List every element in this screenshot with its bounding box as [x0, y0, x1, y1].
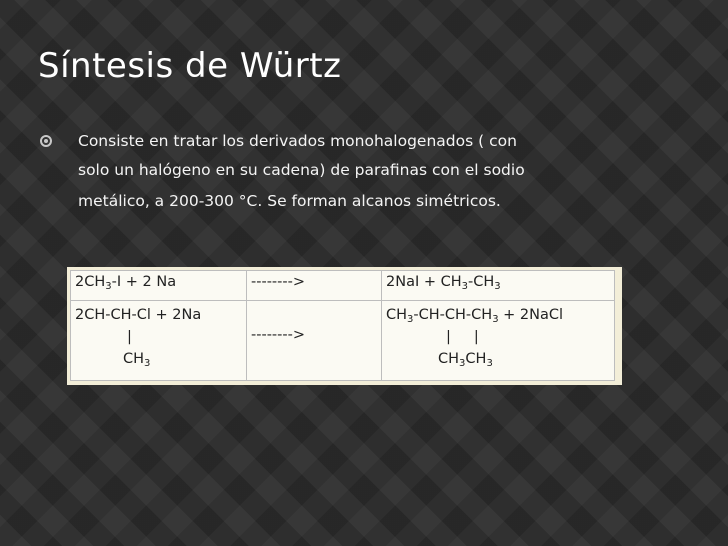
table-row	[71, 271, 615, 301]
formula-text: + 2NaCl	[498, 307, 564, 323]
bullet-line-2: solo un halógeno en su cadena) de parafinas con el sodio	[78, 161, 525, 179]
products-cell	[382, 271, 615, 301]
formula-text: -I + 2 Na	[111, 274, 177, 290]
arrow-cell	[247, 271, 382, 301]
reactants-cell	[71, 301, 247, 381]
formula-line	[386, 348, 610, 370]
subscript: 3	[407, 314, 414, 325]
bullet-line-1: Consiste en tratar los derivados monohalogenados ( con	[78, 132, 517, 150]
subscript: 3	[144, 358, 151, 369]
reactants-cell	[71, 271, 247, 301]
formula-text: -CH	[468, 274, 495, 290]
slide-title: Síntesis de Würtz	[38, 46, 342, 86]
reaction-table-image	[67, 267, 622, 385]
formula-text: CH	[123, 351, 145, 367]
formula-line: 2CH-CH-Cl + 2Na	[75, 307, 202, 323]
formula-text: 2CH	[75, 274, 106, 290]
bullet-line-3: metálico, a 200-300 °C. Se forman alcanos simétricos.	[78, 192, 501, 210]
subscript: 3	[105, 281, 112, 292]
products-cell	[382, 301, 615, 381]
subscript: 3	[492, 314, 499, 325]
formula-text: 2NaI + CH	[386, 274, 462, 290]
bullet-circle-icon	[40, 135, 52, 147]
formula-line	[386, 304, 610, 326]
formula-text: CH	[465, 351, 487, 367]
subscript: 3	[459, 358, 466, 369]
arrow-cell	[247, 301, 382, 381]
bond-line: | |	[446, 329, 479, 345]
reaction-arrow: -------->	[251, 327, 306, 343]
table-row	[71, 301, 615, 381]
reaction-arrow: -------->	[251, 274, 306, 290]
formula-text: CH	[438, 351, 460, 367]
bond-line: |	[127, 329, 132, 345]
formula-line	[75, 348, 242, 370]
subscript: 3	[494, 281, 501, 292]
formula-text: -CH-CH-CH	[413, 307, 493, 323]
formula-text: CH	[386, 307, 408, 323]
subscript: 3	[461, 281, 469, 292]
subscript: 3	[486, 358, 493, 369]
reaction-table	[70, 270, 615, 381]
